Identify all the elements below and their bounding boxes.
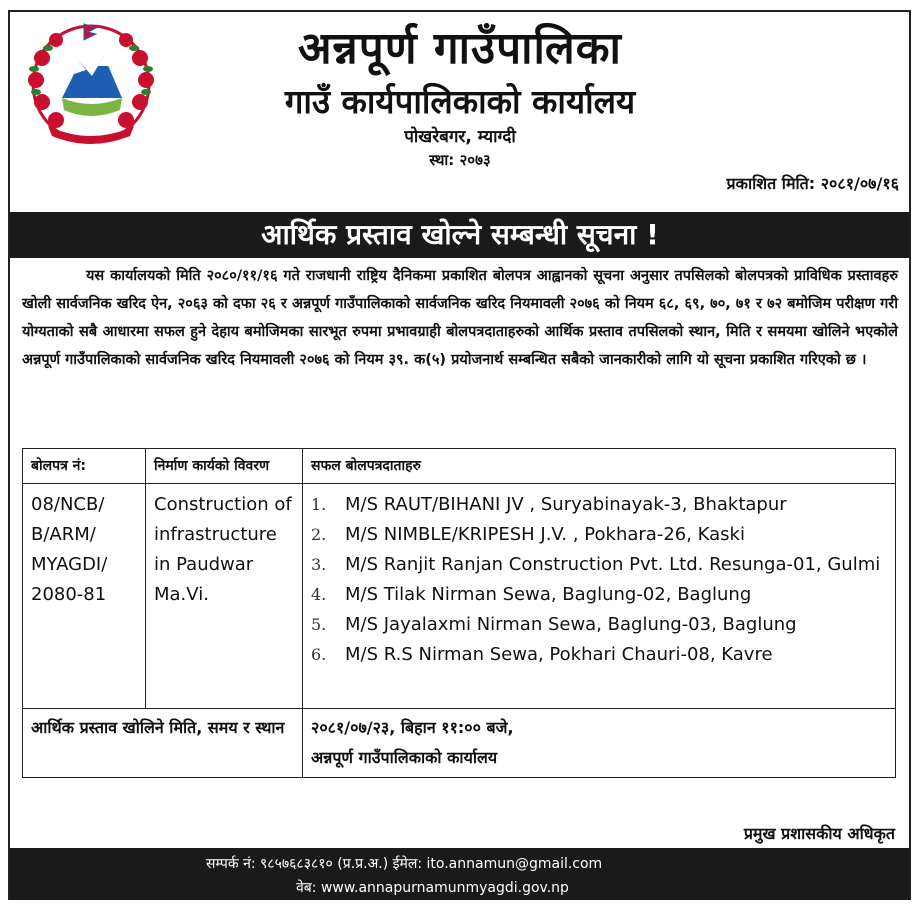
bidder-name: M/S Jayalaxmi Nirman Sewa, Baglung-03, Baglung xyxy=(345,614,797,635)
municipality-emblem-logo xyxy=(22,18,160,152)
list-number: 5. xyxy=(311,615,327,634)
list-item xyxy=(311,550,887,580)
list-number: 2. xyxy=(311,525,327,544)
bidder-name: M/S Ranjit Ranjan Construction Pvt. Ltd. Resunga-01, Gulmi xyxy=(345,554,881,575)
opening-details xyxy=(303,709,896,778)
footer-bar xyxy=(10,848,910,900)
list-item xyxy=(311,640,887,670)
bidder-name: M/S R.S Nirman Sewa, Pokhari Chauri-08, Kavre xyxy=(345,644,773,665)
list-item xyxy=(311,490,887,520)
bidders-table xyxy=(22,448,896,778)
list-number: 1. xyxy=(311,495,327,514)
bidder-name: M/S NIMBLE/KRIPESH J.V. , Pokhara-26, Kaski xyxy=(345,524,745,545)
footer-website: वेब: www.annapurnamunmyagdi.gov.np xyxy=(296,880,569,896)
list-number: 6. xyxy=(311,645,327,664)
work-description: Construction of infrastructure in Paudwar Ma.Vi. xyxy=(146,484,303,709)
list-item xyxy=(311,520,887,550)
bidder-name: M/S RAUT/BIHANI JV , Suryabinayak-3, Bhaktapur xyxy=(345,494,787,515)
municipality-title: अन्नपूर्ण गाउँपालिका xyxy=(298,23,622,74)
header-work-description: निर्माण कार्यको विवरण xyxy=(146,449,303,484)
table-header-row xyxy=(23,449,896,484)
header-successful-bidders: सफल बोलपत्रदाताहरु xyxy=(303,449,896,484)
list-item xyxy=(311,610,887,640)
opening-datetime: २०८१/०७/२३, बिहान ११:०० बजे, xyxy=(311,718,514,737)
signatory-title: प्रमुख प्रशासकीय अधिकृत xyxy=(743,824,895,843)
list-number: 4. xyxy=(311,585,327,604)
bidder-name: M/S Tilak Nirman Sewa, Baglung-02, Baglung xyxy=(345,584,752,605)
office-address: पोखरेबगर, म्याग्दी xyxy=(404,127,516,147)
notice-title-banner: आर्थिक प्रस्ताव खोल्ने सम्बन्धी सूचना ! xyxy=(10,212,910,258)
bid-number: 08/NCB/ B/ARM/ MYAGDI/ 2080-81 xyxy=(23,484,146,709)
notice-body-text: यस कार्यालयको मिति २०८०/११/१६ गते राजधानी राष्ट्रिय दैनिकमा प्रकाशित बोलपत्र आह्वानको सूचना अनुसार तपसिलको बोलपत्रको प्राविधिक प्रस्तावहरु खोली सार्वजनिक खरिद ऐन, २०६३ को दफा २६ र अन्नपूर्ण गाउँपालिकाको सार्वजनिक खरिद नियमावली २०७६ को नियम ६८, ६९, ७०, ७१ र ७२ बमोजिम परीक्षण गरी योग्यताको सबै आधारमा सफल हुने देहाय बमोजिमका सारभूत रुपमा प्रभावग्राही बोलपत्रदाताहरुको आर्थिक प्रस्ताव तपसिलको स्थान, मिति र समयमा खोलिने भएकोले अन्नपूर्ण गाउँपालिकाको सार्वजनिक खरिद नियमावली २०७६ को नियम ३९. क(५) प्रयोजनार्थ सम्बन्धित सबैको जानकारीको लागि यो सूचना प्रकाशित गरिएको छ । xyxy=(22,268,898,368)
header-bid-no: बोलपत्र नं: xyxy=(23,449,146,484)
table-row xyxy=(23,709,896,778)
bidder-list-cell xyxy=(303,484,896,709)
office-subtitle: गाउँ कार्यपालिकाको कार्यालय xyxy=(284,82,636,121)
opening-label: आर्थिक प्रस्ताव खोलिने मिति, समय र स्थान xyxy=(23,709,303,778)
list-number: 3. xyxy=(311,555,327,574)
list-item xyxy=(311,580,887,610)
published-date: प्रकाशित मिति: २०८१/०७/१६ xyxy=(726,174,899,193)
table-row xyxy=(23,484,896,709)
opening-place: अन्नपूर्ण गाउँपालिकाको कार्यालय xyxy=(311,748,498,767)
bidder-list xyxy=(311,490,887,670)
footer-contact: सम्पर्क नं: ९८५७६८३८१० (प्र.प्र.अ.) ईमेल: ito.annamun@gmail.com xyxy=(206,856,603,872)
established-year: स्था: २०७३ xyxy=(429,151,491,169)
